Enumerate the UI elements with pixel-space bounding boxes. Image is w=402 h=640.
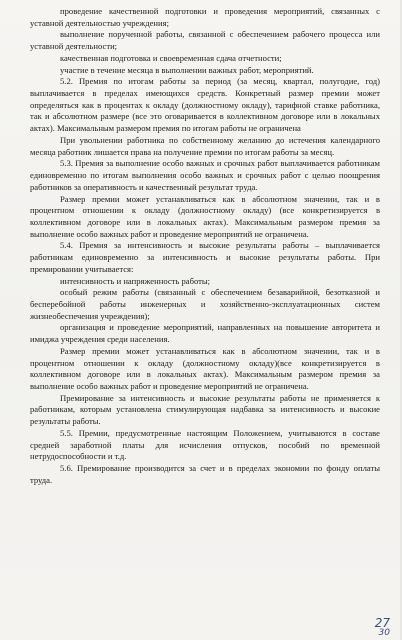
paragraph: качественная подготовка и своевременная сдача отчетности; <box>60 52 282 63</box>
paragraph: выполнение порученной работы, связанной с обеспечением рабочего процесса или уставной деятельности; <box>30 29 380 52</box>
section-5-3: 5.3. Премия за выполнение особо важных и срочных работ выплачивается работникам единовременно по итогам выполнения особо важных и срочных работ с целью поощрения работников за оперативность и качественный результат труда. <box>30 158 380 192</box>
paragraph: Размер премии может устанавливаться как в абсолютном значении, так и в процентном отношении к окладу (должностному окладу) (все конкретизируется в коллективном договоре или в локальных актах). Максимальным размером премия за выполнение особо важных работ и проведение мероприятий не ограничена. <box>30 193 380 239</box>
document-body <box>30 6 380 486</box>
paragraph: участие в течение месяца в выполнении важных работ, мероприятий. <box>60 64 314 75</box>
section-5-4: 5.4. Премия за интенсивность и высокие результаты работы – выплачивается работникам единовременно за интенсивность и высокие результаты работы. При премировании учитывается: <box>30 240 380 274</box>
paragraph: Премирование за интенсивность и высокие результаты работы не применяется к работникам, которым установлена стимулирующая надбавка за интенсивность и высокие результаты работы. <box>30 392 380 427</box>
paragraph: При увольнении работника по собственному желанию до истечения календарного месяца работник лишается права на получение премии по итогам работы за месяц. <box>30 134 380 157</box>
paragraph: особый режим работы (связанный с обеспечением безаварийной, безотказной и бесперебойной работы инженерных и хозяйственно-эксплуатационных систем жизнеобеспечения учреждения); <box>30 287 380 321</box>
page-number-block <box>375 617 390 638</box>
paragraph: интенсивность и напряженность работы; <box>60 275 211 286</box>
section-5-6: 5.6. Премирование производится за счет и в пределах экономии по фонду оплаты труда. <box>30 463 380 485</box>
section-5-5: 5.5. Премии, предусмотренные настоящим Положением, учитываются в составе средней заработной платы для исчисления отпусков, пособий по временной нетрудоспособности и т.д. <box>30 427 380 462</box>
paragraph: организация и проведение мероприятий, направленных на повышение авторитета и имиджа учреждения среди населения. <box>30 322 380 345</box>
section-5-2: 5.2. Премия по итогам работы за период (за месяц, квартал, полугодие, год) выплачивается в пределах имеющихся средств. Конкретный размер премии может определяться как в процентах к окладу (должностному окладу), тарифной ставке работника, так и абсолютном размере (все это оговаривается в коллективном договоре или в локальных актах). Максимальным размером премия по итогам работы не ограничена <box>30 76 380 134</box>
page-number: 27 <box>374 616 390 630</box>
paragraph: проведение качественной подготовки и проведения мероприятий, связанных с уставной деятельностью учреждения; <box>30 6 380 28</box>
page-number-secondary: 30 <box>378 628 390 638</box>
paragraph: Размер премии может устанавливаться как в абсолютном значении, так и в процентном отношении к окладу (должностному окладу)(все конкретизируется в коллективном договоре или в локальных актах). Максимальным размером премия за выполнение особо важных работ и проведение мероприятий не ограничена. <box>30 345 380 391</box>
